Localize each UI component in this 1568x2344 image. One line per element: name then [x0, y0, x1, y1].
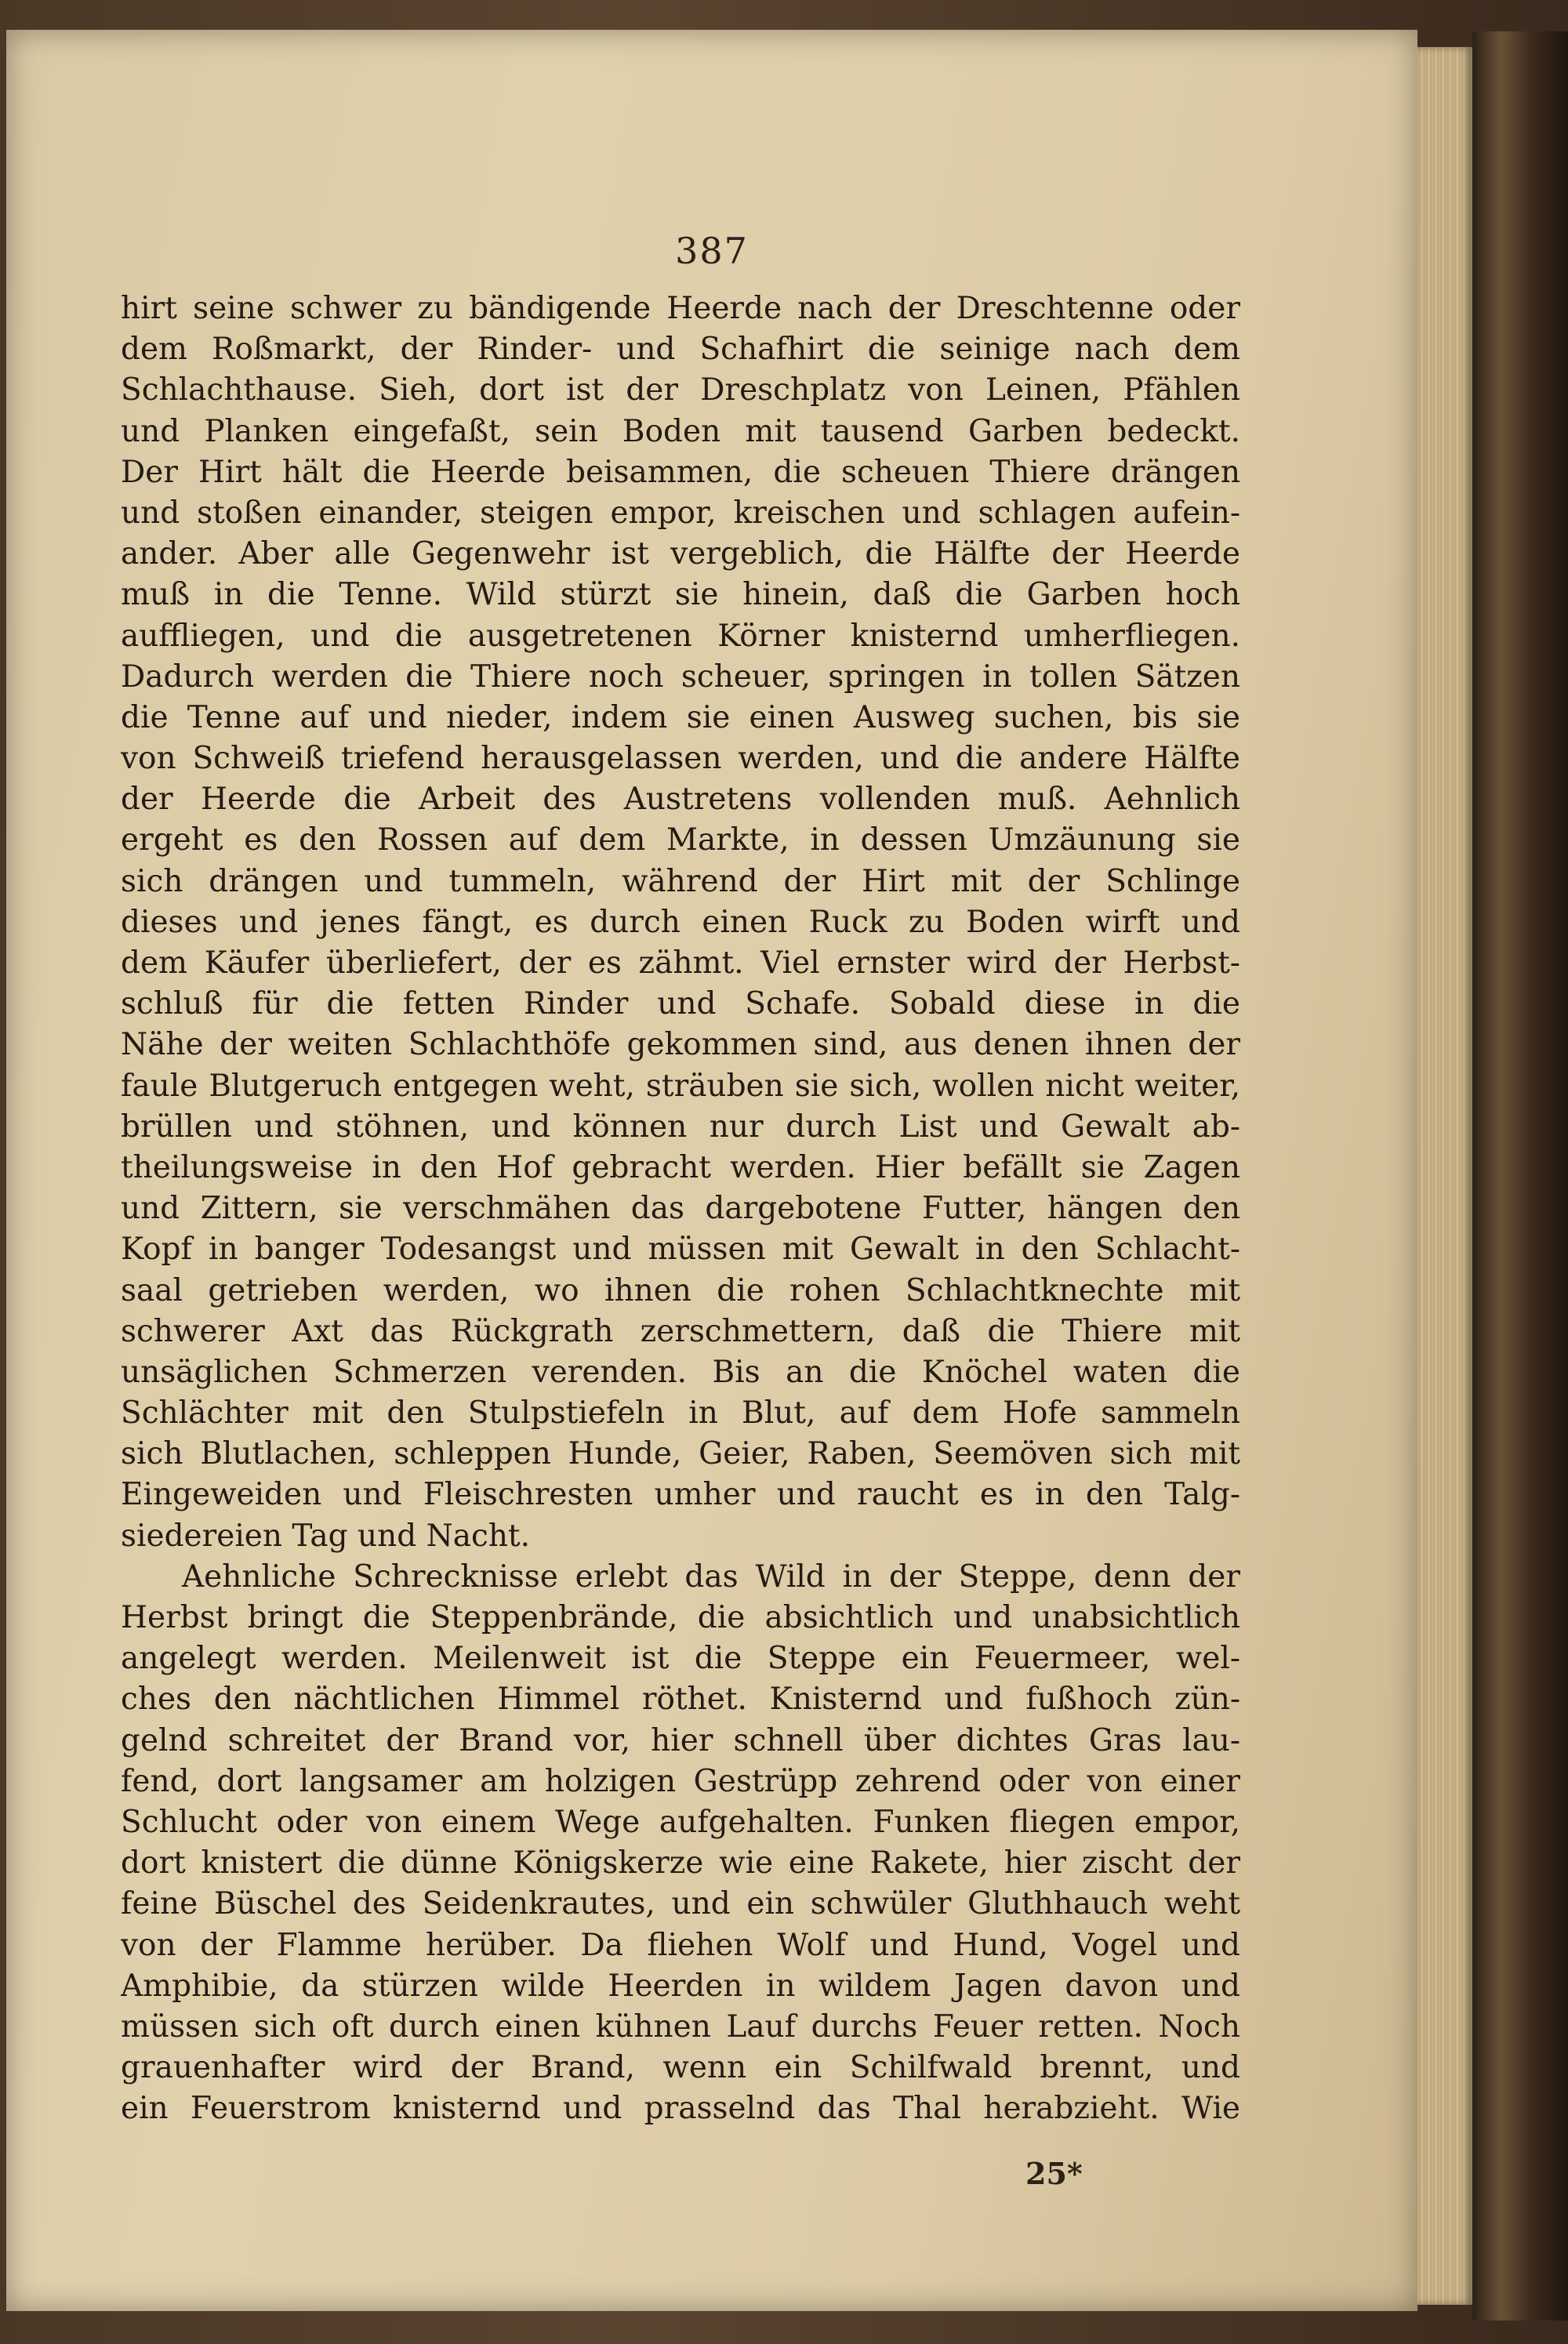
text-line: dort knistert die dünne Königskerze wie eine Rakete, hier zischt der: [121, 1845, 1240, 1881]
text-line: Schlucht oder von einem Wege aufgehalten. Funken fliegen empor,: [121, 1804, 1240, 1840]
body-text: [121, 288, 1240, 2129]
text-line: ander. Aber alle Gegenwehr ist vergeblich, die Hälfte der Heerde: [121, 536, 1240, 572]
text-line: grauenhafter wird der Brand, wenn ein Schilfwald brennt, und: [121, 2050, 1240, 2086]
book-cover-edge: [1472, 31, 1568, 2320]
text-line: und stoßen einander, steigen empor, kreischen und schlagen aufein-: [121, 495, 1240, 531]
text-line: müssen sich oft durch einen kühnen Lauf durchs Feuer retten. Noch: [121, 2008, 1240, 2045]
text-line: von Schweiß triefend herausgelassen werden, und die andere Hälfte: [121, 741, 1240, 777]
text-line: dieses und jenes fängt, es durch einen Ruck zu Boden wirft und: [121, 904, 1240, 940]
text-line: dem Käufer überliefert, der es zähmt. Viel ernster wird der Herbst-: [121, 945, 1240, 981]
text-line: angelegt werden. Meilenweit ist die Steppe ein Feuermeer, wel-: [121, 1641, 1240, 1677]
text-line: saal getrieben werden, wo ihnen die rohen Schlachtknechte mit: [121, 1272, 1240, 1308]
text-line: von der Flamme herüber. Da fliehen Wolf und Hund, Vogel und: [121, 1927, 1240, 1963]
text-line: unsäglichen Schmerzen verenden. Bis an die Knöchel waten die: [121, 1354, 1240, 1390]
text-line: schluß für die fetten Rinder und Schafe. Sobald diese in die: [121, 986, 1240, 1022]
text-line: hirt seine schwer zu bändigende Heerde nach der Dreschtenne oder: [121, 291, 1240, 326]
text-line: auffliegen, und die ausgetretenen Körner knisternd umherfliegen.: [121, 618, 1240, 654]
text-line: feine Büschel des Seidenkrautes, und ein schwüler Gluthhauch weht: [121, 1886, 1240, 1922]
text-line: Der Hirt hält die Heerde beisammen, die scheuen Thiere drängen: [121, 454, 1240, 490]
text-line: sich drängen und tummeln, während der Hirt mit der Schlinge: [121, 863, 1240, 899]
text-line: sich Blutlachen, schleppen Hunde, Geier, Raben, Seemöven sich mit: [121, 1436, 1240, 1472]
text-line: Kopf in banger Todesangst und müssen mit Gewalt in den Schlacht-: [121, 1232, 1240, 1268]
text-line: ein Feuerstrom knisternd und prasselnd das Thal herabzieht. Wie: [121, 2091, 1240, 2127]
text-line: muß in die Tenne. Wild stürzt sie hinein, daß die Garben hoch: [121, 577, 1240, 613]
text-line: faule Blutgeruch entgegen weht, sträuben sie sich, wollen nicht weiter,: [121, 1068, 1240, 1104]
book-page: [6, 30, 1417, 2311]
text-line: Schlächter mit den Stulpstiefeln in Blut, auf dem Hofe sammeln: [121, 1395, 1240, 1431]
text-line: ches den nächtlichen Himmel röthet. Knisternd und fußhoch zün-: [121, 1682, 1240, 1718]
text-line: und Planken eingefaßt, sein Boden mit tausend Garben bedeckt.: [121, 413, 1240, 449]
signature-mark: 25*: [1025, 2156, 1083, 2191]
text-line: gelnd schreitet der Brand vor, hier schnell über dichtes Gras lau-: [121, 1722, 1240, 1758]
text-line: fend, dort langsamer am holzigen Gestrüpp zehrend oder von einer: [121, 1763, 1240, 1799]
text-line: siedereien Tag und Nacht.: [121, 1518, 531, 1554]
text-line: Schlachthause. Sieh, dort ist der Dreschplatz von Leinen, Pfählen: [121, 372, 1240, 408]
page-stack-edge: [1417, 47, 1472, 2305]
text-line: schwerer Axt das Rückgrath zerschmettern, daß die Thiere mit: [121, 1313, 1240, 1349]
text-line: Herbst bringt die Steppenbrände, die absichtlich und unabsichtlich: [121, 1600, 1240, 1635]
text-line: theilungsweise in den Hof gebracht werden. Hier befällt sie Zagen: [121, 1149, 1240, 1185]
text-line: und Zittern, sie verschmähen das dargebotene Futter, hängen den: [121, 1191, 1240, 1227]
text-line: ergeht es den Rossen auf dem Markte, in dessen Umzäunung sie: [121, 822, 1240, 858]
text-line: Amphibie, da stürzen wilde Heerden in wildem Jagen davon und: [121, 1968, 1240, 2004]
text-line: die Tenne auf und nieder, indem sie einen Ausweg suchen, bis sie: [121, 699, 1240, 735]
text-line: Dadurch werden die Thiere noch scheuer, springen in tollen Sätzen: [121, 659, 1240, 695]
text-line: Aehnliche Schrecknisse erlebt das Wild in der Steppe, denn der: [182, 1558, 1240, 1595]
text-line: brüllen und stöhnen, und können nur durch List und Gewalt ab-: [121, 1109, 1240, 1145]
text-line: der Heerde die Arbeit des Austretens vollenden muß. Aehnlich: [121, 782, 1240, 818]
text-line: Nähe der weiten Schlachthöfe gekommen sind, aus denen ihnen der: [121, 1027, 1240, 1063]
text-line: Eingeweiden und Fleischresten umher und raucht es in den Talg-: [121, 1477, 1240, 1513]
text-line: dem Roßmarkt, der Rinder- und Schafhirt die seinige nach dem: [121, 332, 1240, 368]
page-number: 387: [675, 230, 749, 272]
